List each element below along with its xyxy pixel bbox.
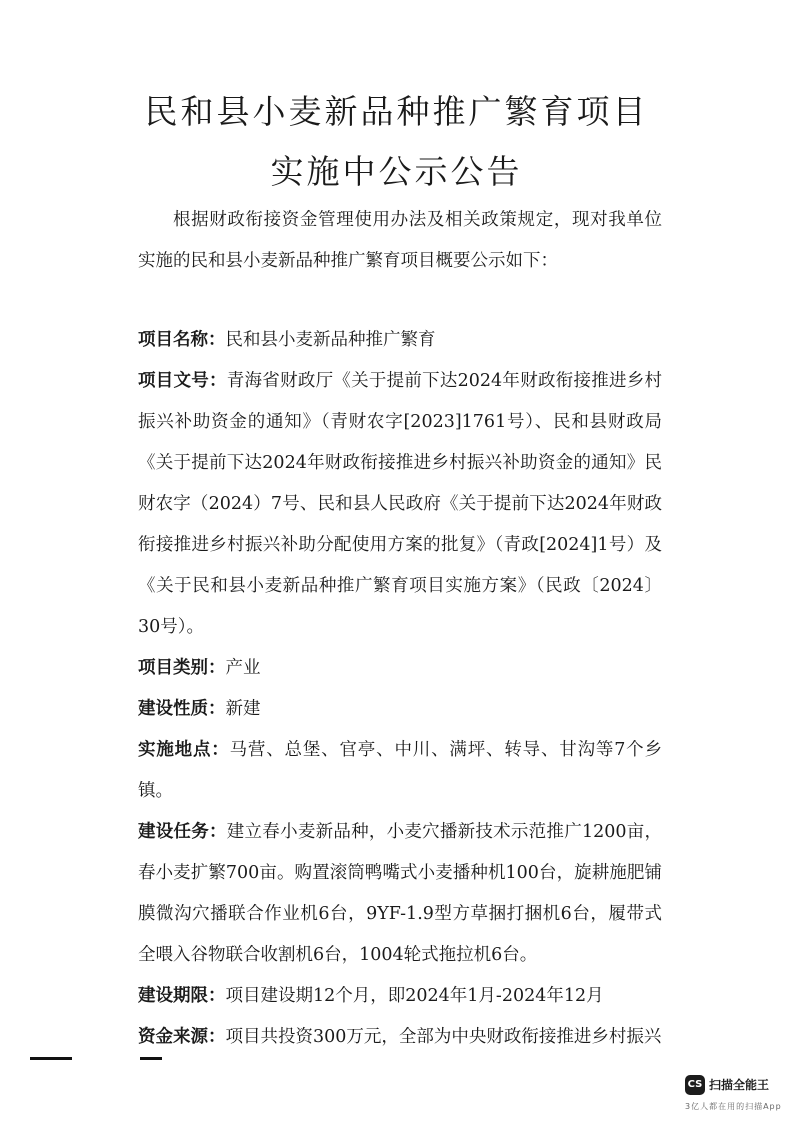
field-construction-tasks (138, 812, 662, 976)
scan-mark-right (140, 1057, 162, 1060)
watermark-app-name: 扫描全能王 (709, 1078, 770, 1092)
field-project-category (138, 648, 662, 689)
field-label: 项目类别： (138, 658, 226, 678)
document-title-line1: 民和县小麦新品种推广繁育项目 (144, 92, 649, 131)
field-project-document-number (138, 361, 662, 648)
field-value: 产业 (225, 658, 261, 678)
field-location (138, 730, 662, 812)
field-label: 项目文号： (138, 371, 227, 391)
field-value: 青海省财政厅《关于提前下达2024年财政衔接推进乡村振兴补助资金的通知》（青财农字[2023]1761号）、民和县财政局《关于提前下达2024年财政衔接推进乡村振兴补助资金的通知》民财农字（2024）7号、民和县人民政府《关于提前下达2024年财政衔接推进乡村振兴补助分配使用方案的批复》（青政[2024]1号）及《关于民和县小麦新品种推广繁育项目实施方案》（民政〔2024〕30号）。 (138, 371, 662, 637)
field-label: 实施地点： (138, 740, 230, 760)
field-project-name (138, 320, 662, 361)
field-construction-nature (138, 689, 662, 730)
watermark-tagline: 3亿人都在用的扫描App (685, 1102, 782, 1111)
camscanner-icon: CS (685, 1075, 705, 1095)
field-value: 项目建设期12个月，即2024年1月-2024年12月 (225, 986, 604, 1006)
field-label: 建设任务： (138, 822, 227, 842)
field-construction-period (138, 976, 662, 1017)
field-value: 民和县小麦新品种推广繁育 (225, 330, 436, 350)
field-value: 建立春小麦新品种，小麦穴播新技术示范推广1200亩，春小麦扩繁700亩。购置滚筒鸭嘴式小麦播种机100台，旋耕施肥铺膜微沟穴播联合作业机6台，9YF-1.9型方草捆打捆机6台，履带式全喂入谷物联合收割机6台，1004轮式拖拉机6台。 (138, 822, 662, 965)
field-value: 项目共投资300万元，全部为中央财政衔接推进乡村振兴 (225, 1027, 662, 1047)
project-fields (138, 320, 662, 1058)
intro-paragraph: 根据财政衔接资金管理使用办法及相关政策规定，现对我单位实施的民和县小麦新品种推广繁育项目概要公示如下： (138, 210, 662, 271)
scanner-watermark (685, 1075, 785, 1115)
field-label: 项目名称： (138, 330, 226, 350)
field-value: 马营、总堡、官亭、中川、满坪、转导、甘沟等7个乡镇。 (138, 740, 663, 801)
scan-mark-left (30, 1057, 72, 1060)
field-label: 资金来源： (138, 1027, 226, 1047)
document-title-line2: 实施中公示公告 (270, 152, 523, 191)
field-value: 新建 (225, 699, 261, 719)
field-label: 建设性质： (138, 699, 226, 719)
field-label: 建设期限： (138, 986, 226, 1006)
field-funding-source (138, 1017, 662, 1058)
